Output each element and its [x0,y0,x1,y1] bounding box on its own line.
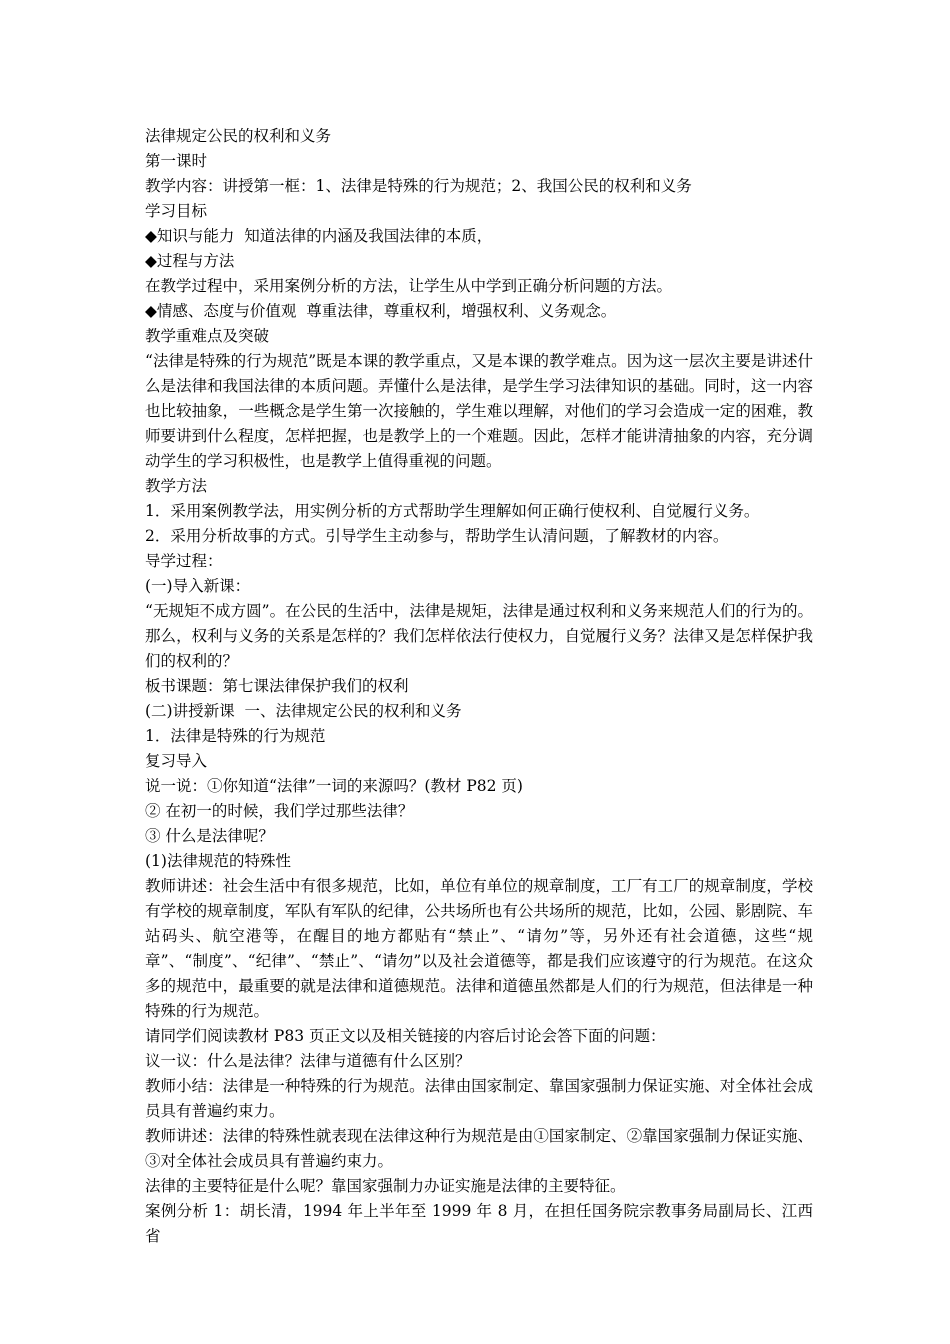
subsection-1-heading: (1)法律规范的特殊性 [145,852,291,870]
teacher-summary-paragraph: 教师小结：法律是一种特殊的行为规范。法律由国家制定、靠国家强制力保证实施、对全体社会成员具有普遍约束力。 [145,1077,813,1120]
learning-goals-heading: 学习目标 [145,202,208,220]
lesson-period: 第一课时 [145,152,208,170]
goal-knowledge: ◆知识与能力 知道法律的内涵及我国法律的本质， [145,227,493,245]
process-heading: 导学过程： [145,552,223,570]
goal-emotion: ◆情感、态度与价值观 尊重法律，尊重权利，增强权利、义务观念。 [145,302,617,320]
question-3: ③ 什么是法律呢？ [145,827,274,845]
new-lesson-heading: (二)讲授新课 一、法律规定公民的权利和义务 [145,702,462,720]
goal-process-text: 在教学过程中，采用案例分析的方法，让学生从中学到正确分析问题的方法。 [145,277,673,295]
question-1: 说一说：①你知道“法律”一词的来源吗？(教材 P82 页) [145,777,523,795]
method-2: 2．采用分析故事的方式。引导学生主动参与，帮助学生认清问题，了解教材的内容。 [145,527,729,545]
teacher-lecture-2-paragraph: 教师讲述：法律的特殊性就表现在法律这种行为规范是由①国家制定、②靠国家强制力保证实施、③对全体社会成员具有普遍约束力。 [145,1127,813,1170]
methods-heading: 教学方法 [145,477,208,495]
goal-process: ◆过程与方法 [145,252,235,270]
section-1-heading: 1．法律是特殊的行为规范 [145,727,326,745]
teaching-content: 教学内容：讲授第一框：1、法律是特殊的行为规范；2、我国公民的权利和义务 [145,177,692,195]
teacher-lecture-paragraph: 教师讲述：社会生活中有很多规范，比如，单位有单位的规章制度，工厂有工厂的规章制度，学校有学校的规章制度，军队有军队的纪律，公共场所也有公共场所的规范，比如，公园、影剧院、车站码头、航空港等，在醒目的地方都贴有“禁止”、“请勿”等，另外还有社会道德，这些“规章”、“制度”、“纪律”、“禁止”、“请勿”以及社会道德等，都是我们应该遵守的行为规范。在这众多的规范中，最重要的就是法律和道德规范。法律和道德虽然都是人们的行为规范，但法律是一种特殊的行为规范。 [145,877,813,1020]
document-page [145,124,813,1249]
method-1: 1．采用案例教学法，用实例分析的方式帮助学生理解如何正确行使权利、自觉履行义务。 [145,502,760,520]
board-title: 板书课题：第七课法律保护我们的权利 [145,677,409,695]
intro-heading: (一)导入新课： [145,577,251,595]
case-analysis-line: 案例分析 1：胡长清，1994 年上半年至 1999 年 8 月，在担任国务院宗教事务局副局长、江西省 [145,1202,813,1245]
discussion-question: 议一议：什么是法律？法律与道德有什么区别？ [145,1052,471,1070]
intro-paragraph: “无规矩不成方圆”。在公民的生活中，法律是规矩，法律是通过权利和义务来规范人们的行为的。那么，权利与义务的关系是怎样的？我们怎样依法行使权力，自觉履行义务？法律又是怎样保护我们的权利的？ [145,602,813,670]
document-title: 法律规定公民的权利和义务 [145,127,332,145]
question-2: ② 在初一的时候，我们学过那些法律？ [145,802,414,820]
review-heading: 复习导入 [145,752,208,770]
reading-instruction: 请同学们阅读教材 P83 页正文以及相关链接的内容后讨论会答下面的问题： [145,1027,666,1045]
key-difficulty-paragraph: “法律是特殊的行为规范”既是本课的教学重点，又是本课的教学难点。因为这一层次主要是讲述什么是法律和我国法律的本质问题。弄懂什么是法律，是学生学习法律知识的基础。同时，这一内容也比较抽象，一些概念是学生第一次接触的，学生难以理解，对他们的学习会造成一定的困难，教师要讲到什么程度，怎样把握，也是教学上的一个难题。因此，怎样才能讲清抽象的内容，充分调动学生的学习积极性，也是教学上值得重视的问题。 [145,352,813,470]
main-feature-line: 法律的主要特征是什么呢？靠国家强制力办证实施是法律的主要特征。 [145,1177,626,1195]
key-difficulty-heading: 教学重难点及突破 [145,327,270,345]
